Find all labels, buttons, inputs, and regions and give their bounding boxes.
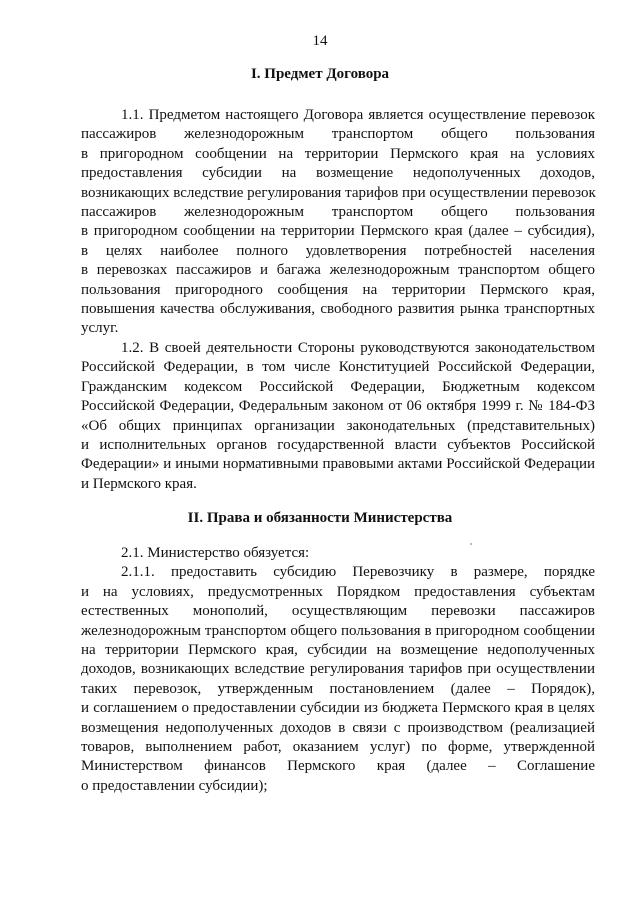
paragraph-2-1-1 (81, 563, 595, 796)
text-line: о предоставлении субсидии); (81, 777, 268, 794)
text-line: доходов, возникающих вследствие регулирования тарифов при осуществлении (81, 661, 595, 678)
section-1-body (81, 106, 595, 494)
paragraph-2-1 (81, 544, 595, 563)
text-line: в перевозках пассажиров и багажа железнодорожным транспортом общего (81, 262, 595, 279)
text-line: 2.1. Министерство обязуется: (121, 545, 310, 561)
text-line: «Об общих принципах организации законодательных (представительных) (81, 417, 595, 434)
section-1-title: I. Предмет Договора (250, 66, 390, 82)
text-line: в пригородном сообщении на территории Пермского края (далее – субсидия), (81, 223, 595, 240)
text-line: 2.1.1. предоставить субсидию Перевозчику в размере, порядке (121, 564, 595, 581)
paragraph-1-2 (81, 339, 595, 494)
text-line: таких перевозок, утвержденным постановлением (далее – Порядок), (81, 680, 595, 697)
text-line: Российской Федерации, в том числе Конституцией Российской Федерации, (81, 359, 595, 376)
text-line: Российской Федерации, Федеральным законом от 06 октября 1999 г. № 184-ФЗ (81, 398, 595, 415)
text-line: пользования пригородного сообщения на территории Пермского края, (81, 281, 595, 298)
section-2-title: II. Права и обязанности Министерства (187, 510, 453, 526)
text-line: и на условиях, предусмотренных Порядком предоставления субъектам (81, 583, 595, 600)
text-line: и соглашением о предоставлении субсидии из бюджета Пермского края в целях (81, 700, 595, 717)
text-line: возмещения недополученных доходов в связи с производством (реализацией (81, 719, 595, 736)
page-number: 14 (312, 33, 328, 49)
text-line: и исполнительных органов государственной власти субъектов Российской (81, 436, 595, 453)
text-line: 1.2. В своей деятельности Стороны руководствуются законодательством (121, 339, 595, 356)
section-2-body (81, 544, 595, 796)
text-line: услуг. (81, 320, 119, 337)
text-line: Гражданским кодексом Российской Федерации, Бюджетным кодексом (81, 378, 595, 395)
text-line: 1.1. Предметом настоящего Договора является осуществление перевозок (121, 107, 595, 123)
text-line: и Пермского края. (81, 475, 197, 492)
text-line: на территории Пермского края, субсидии на возмещение недополученных (81, 642, 595, 659)
text-line: товаров, выполнением работ, оказанием услуг) по форме, утвержденной (81, 739, 595, 756)
text-line: возникающих вследствие регулирования тарифов при осуществлении перевозок (81, 184, 596, 201)
text-line: повышения качества обслуживания, свободного развития рынка транспортных (81, 301, 595, 318)
text-line: Федерации» и иными нормативными правовыми актами Российской Федерации (81, 456, 595, 473)
text-line: естественных монополий, осуществляющим перевозки пассажиров (81, 603, 595, 620)
paragraph-1-1 (81, 106, 595, 339)
text-line: предоставления субсидии на возмещение недополученных доходов, (81, 165, 595, 182)
text-line: в целях наиболее полного удовлетворения потребностей населения (81, 242, 595, 259)
text-line: Министерством финансов Пермского края (далее – Соглашение (81, 758, 595, 775)
text-line: пассажиров железнодорожным транспортом общего пользования (81, 204, 595, 221)
text-line: в пригородном сообщении на территории Пермского края на условиях (81, 145, 595, 162)
text-line: железнодорожным транспортом общего пользования в пригородном сообщении (81, 622, 595, 639)
text-line: пассажиров железнодорожным транспортом общего пользования (81, 126, 595, 143)
